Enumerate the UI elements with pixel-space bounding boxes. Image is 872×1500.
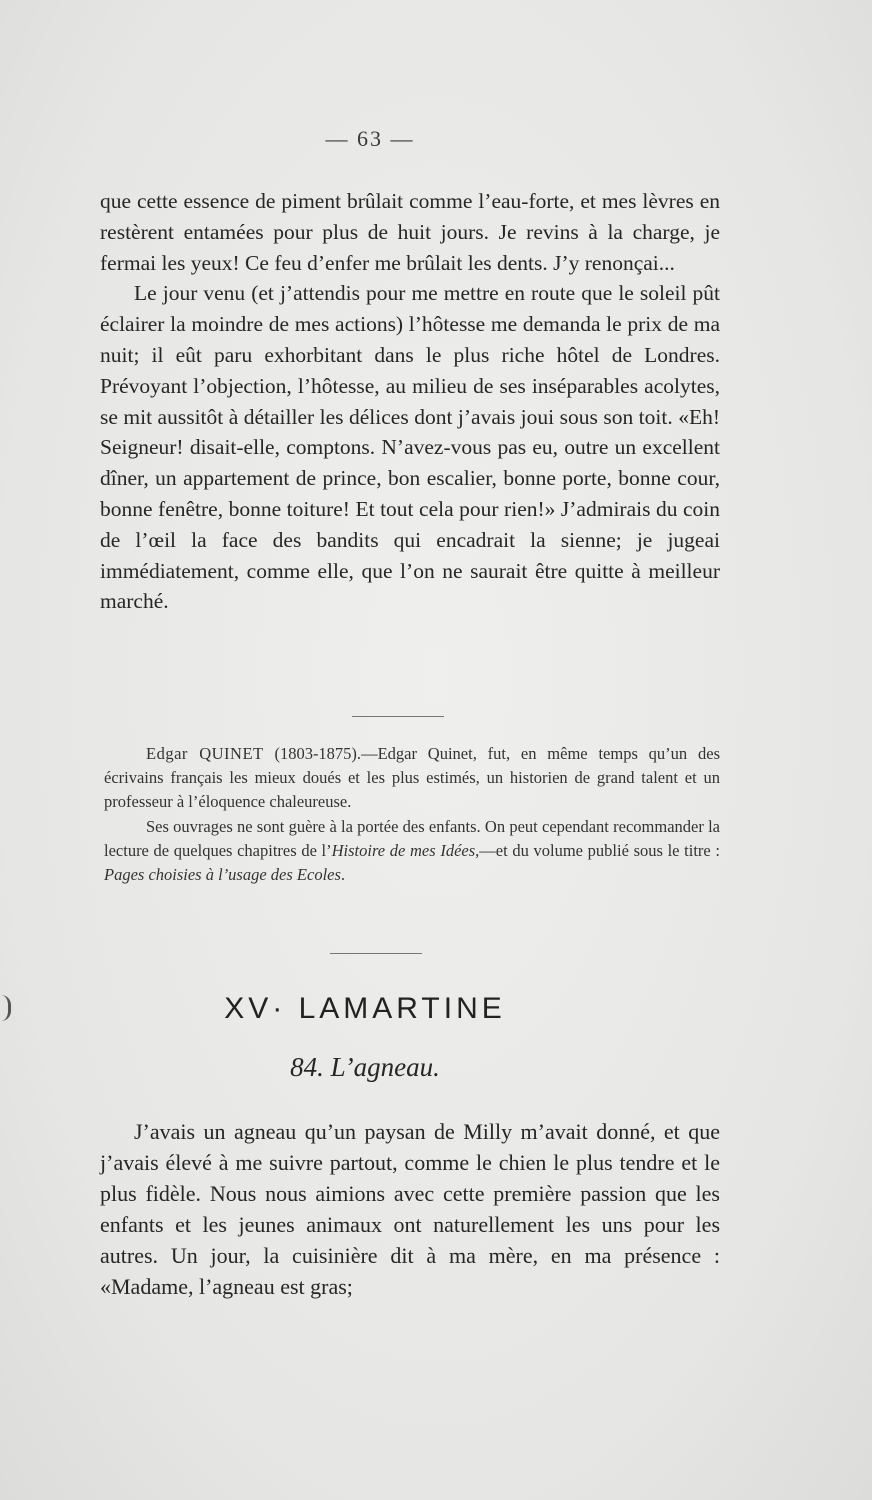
book-title-histoire: Histoire de mes Idées [331,840,476,860]
author-note-bio [104,742,720,815]
section-title: 84. L’agneau. [290,1052,440,1082]
paragraph-continuation: que cette essence de piment brûlait comme l’eau-forte, et mes lèvres en restèrent entamées pour plus de huit jours. Je revins à la charge, je fermai les yeux! Ce feu d’enfer me brûlait les dents. J’y renonçai... [100,189,720,275]
note-text-part: . [340,865,346,885]
paragraph-agneau: J’avais un agneau qu’un paysan de Milly m’avait donné, et que j’avais élevé à me suivre partout, comme le chien le plus tendre et le plus fidèle. Nous nous aimions avec cette première passion que les enfants et les jeunes animaux ont naturellement les uns pour les autres. Un jour, la cuisinière dit à ma mère, en ma présence : «Madame, l’agneau est gras; [100,1119,720,1299]
note-text-part: ,—et du volume publié sous le titre : [475,840,720,860]
author-note-text: —Edgar Quinet, fut, en même temps qu’un des écrivains français les mieux doués et les plus estimés, un historien de grand talent et un professeur à l’éloquence chaleureuse. [104,744,720,812]
divider-rule [330,953,422,954]
author-dates: (1803-1875). [263,744,362,763]
paragraph-hotel-bill: Le jour venu (et j’attendis pour me mettre en route que le soleil pût éclairer la moindre de mes actions) l’hôtesse me demanda le prix de ma nuit; il eût paru exhorbitant dans le plus riche hôtel de Londres. Prévoyant l’objection, l’hôtesse, au milieu de ses inséparables acolytes, se mit aussitôt à détailler les délices dont j’avais joui sous son toit. «Eh! Seigneur! disait-elle, comptons. N’avez-vous pas eu, outre un excellent dîner, un appartement de prince, bon escalier, bonne porte, bonne cour, bonne fenêtre, bonne toiture! Et tout cela pour rien!» J’admirais du coin de l’œil la face des bandits qui encadrait la sienne; je jugeai immédiatement, comme elle, que l’on ne saurait être quitte à meilleur marché. [100,281,720,614]
divider-rule [352,716,444,717]
chapter-title: XV· LAMARTINE [224,992,506,1025]
author-note [104,742,720,887]
author-name: Edgar QUINET [146,744,264,763]
note-text-part: Ses ouvrages ne sont guère à la portée des enfants. On peut cependant recommander la lecture de quelques chapitres de l’ [104,816,720,860]
page-number: — 63 — [325,126,415,151]
main-text-block [100,186,720,617]
author-note-recommendation [104,815,720,888]
book-title-pages-choisies: Pages choisies à l’usage des Ecoles [104,865,341,885]
lamartine-text-block [100,1116,720,1302]
